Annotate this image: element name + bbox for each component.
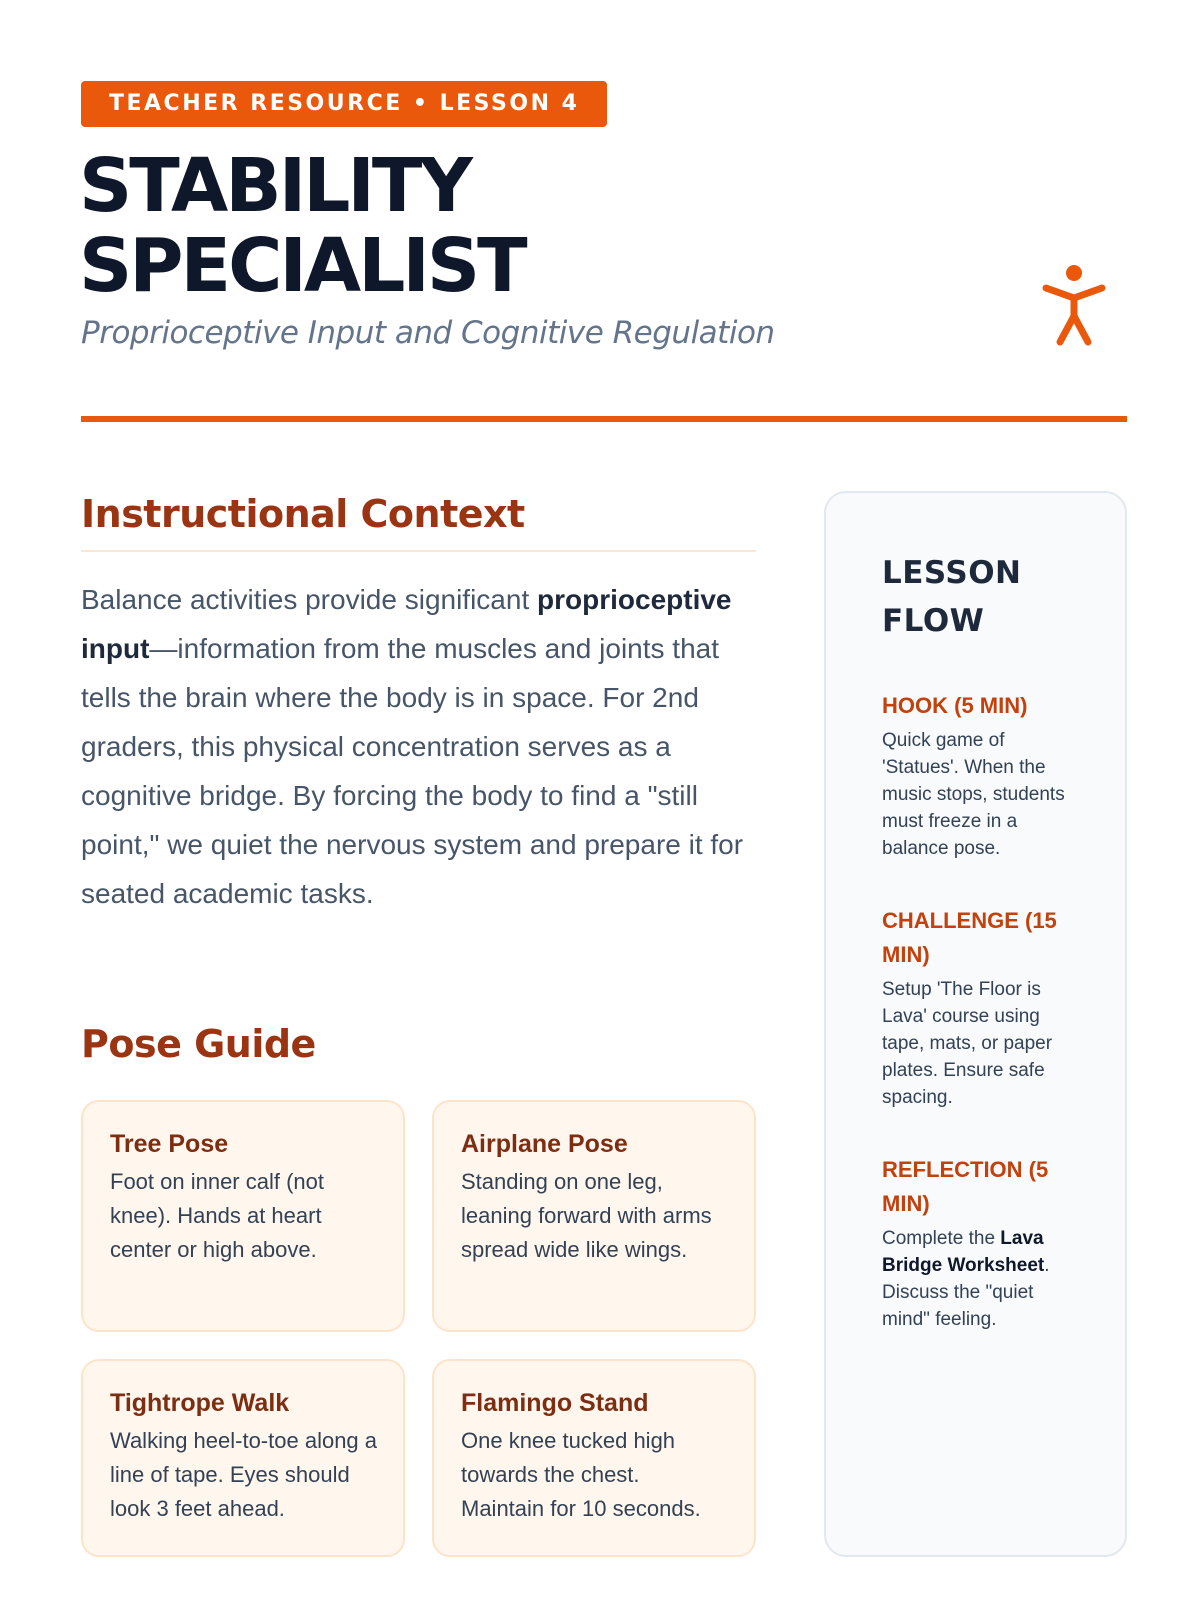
pose-card-description: Foot on inner calf (not knee). Hands at heart center or high above. (110, 1169, 325, 1262)
pose-card-description: Standing on one leg, leaning forward with arms spread wide like wings. (461, 1169, 712, 1262)
lesson-flow-sidebar (824, 491, 1127, 1557)
flow-text-part: Complete the (882, 1228, 1001, 1249)
flow-step-text: Quick game of 'Statues'. When the music stops, students must freeze in a balance pose. (882, 730, 1065, 859)
pose-card-flamingo (432, 1359, 756, 1557)
person-standing-icon (1040, 264, 1108, 350)
worksheet-name: Lava Bridge Worksheet (882, 1228, 1045, 1276)
pose-card-tightrope (81, 1359, 405, 1557)
instructional-context-text (81, 575, 751, 918)
pose-card-title: Flamingo Stand (461, 1389, 649, 1417)
instructional-context-heading: Instructional Context (81, 492, 525, 536)
flow-step-challenge (882, 904, 1085, 1111)
flow-step-title: REFLECTION (5 MIN) (882, 1157, 1049, 1216)
lesson-flow-heading: LESSON FLOW (882, 555, 1022, 639)
title-line-1: STABILITY (79, 143, 470, 229)
pose-card-title: Tightrope Walk (110, 1389, 290, 1417)
context-divider (81, 550, 756, 552)
pose-card-description: One knee tucked high towards the chest. Maintain for 10 seconds. (461, 1428, 701, 1521)
page-title (79, 143, 779, 309)
page-subtitle: Proprioceptive Input and Cognitive Regulation (81, 315, 775, 351)
flow-text-part: . Discuss the "quiet mind" feeling. (882, 1255, 1050, 1330)
pose-card-title: Tree Pose (110, 1130, 229, 1158)
flow-step-hook (882, 689, 1085, 862)
flow-step-reflection (882, 1153, 1085, 1333)
context-text-part: —information from the muscles and joints that tells the brain where the body is in space. For 2nd graders, this physical concentration serves as a cognitive bridge. By forcing the body to find a "still point," we quiet the nervous system and prepare it for seated academic tasks. (81, 633, 744, 909)
pose-card-title: Airplane Pose (461, 1130, 628, 1158)
flow-step-title: CHALLENGE (15 MIN) (882, 908, 1057, 967)
pose-card-tree (81, 1100, 405, 1332)
title-line-2: SPECIALIST (79, 223, 525, 309)
flow-step-text: Setup 'The Floor is Lava' course using tape, mats, or paper plates. Ensure safe spacing. (882, 979, 1053, 1108)
pose-guide-heading: Pose Guide (81, 1022, 316, 1066)
pose-card-description: Walking heel-to-toe along a line of tape. Eyes should look 3 feet ahead. (110, 1428, 378, 1521)
flow-step-text (882, 1225, 1085, 1333)
pose-card-airplane (432, 1100, 756, 1332)
flow-step-title: HOOK (5 MIN) (882, 693, 1028, 718)
context-bold-term: proprioceptive input (81, 584, 732, 664)
header-divider (81, 416, 1127, 422)
lesson-badge: TEACHER RESOURCE • LESSON 4 (81, 81, 607, 127)
context-text-part: Balance activities provide significant (81, 584, 538, 615)
